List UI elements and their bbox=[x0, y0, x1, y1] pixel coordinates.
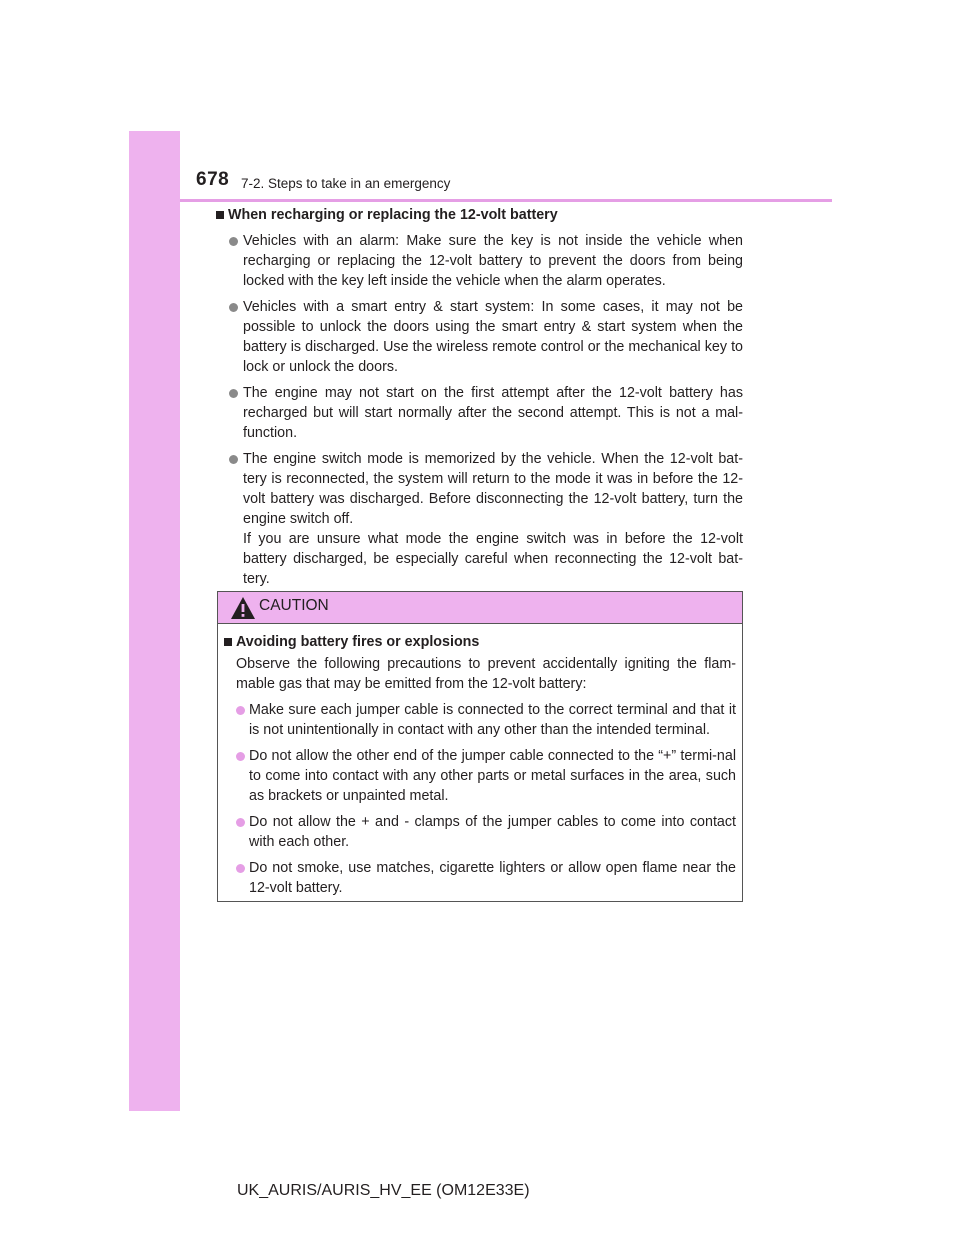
caution-intro: Observe the following precautions to prevent accidentally igniting the flam-mable gas that may be emitted from the 12-volt battery: bbox=[236, 656, 736, 692]
list-item-text: The engine switch mode is memorized by the vehicle. When the 12-volt bat-tery is reconnected, the system will return to the mode it was in before the 12-volt battery was discharged. Before disconnecting the 12-volt battery, turn the engine switch off. bbox=[243, 451, 743, 527]
square-bullet-icon bbox=[224, 638, 232, 646]
section-title: 7-2. Steps to take in an emergency bbox=[241, 176, 451, 191]
section-heading-text: When recharging or replacing the 12-volt battery bbox=[228, 207, 558, 223]
caution-body bbox=[218, 624, 742, 898]
list-item-note: If you are unsure what mode the engine switch was in before the 12-volt battery discharged, be especially careful when reconnecting the 12-volt bat-tery. bbox=[243, 531, 743, 587]
caution-label: CAUTION bbox=[259, 597, 329, 614]
bullet-dot-icon bbox=[229, 455, 238, 464]
bullet-dot-icon bbox=[236, 706, 245, 715]
bullet-list bbox=[216, 231, 743, 589]
warning-triangle-icon bbox=[230, 596, 256, 620]
list-item-text: Vehicles with an alarm: Make sure the key is not inside the vehicle when recharging or replacing the 12-volt battery to prevent the doors from being locked with the key left inside the vehicle when the alarm operates. bbox=[243, 233, 743, 289]
square-bullet-icon bbox=[216, 211, 224, 219]
footer-model-code: UK_AURIS/AURIS_HV_EE (OM12E33E) bbox=[237, 1182, 530, 1199]
caution-bullet-list bbox=[224, 700, 736, 898]
main-content bbox=[216, 205, 743, 595]
list-item bbox=[224, 858, 736, 898]
list-item bbox=[224, 746, 736, 806]
list-item bbox=[216, 231, 743, 291]
list-item bbox=[216, 297, 743, 377]
caution-box bbox=[217, 591, 743, 902]
bullet-dot-icon bbox=[229, 237, 238, 246]
bullet-dot-icon bbox=[236, 752, 245, 761]
list-item-text: Vehicles with a smart entry & start system: In some cases, it may not be possible to unlock the doors using the smart entry & start system when the battery is discharged. Use the wireless remote control or the mechanical key to lock or unlock the doors. bbox=[243, 299, 743, 375]
list-item bbox=[216, 449, 743, 589]
header-divider bbox=[180, 199, 832, 202]
list-item-text: Do not allow the + and - clamps of the jumper cables to come into contact with each other. bbox=[249, 814, 736, 850]
list-item-text: Do not smoke, use matches, cigarette lighters or allow open flame near the 12-volt battery. bbox=[249, 860, 736, 896]
bullet-dot-icon bbox=[229, 303, 238, 312]
caution-header bbox=[218, 592, 742, 624]
bullet-dot-icon bbox=[229, 389, 238, 398]
list-item-text: Do not allow the other end of the jumper cable connected to the “+” termi-nal to come into contact with any other parts or metal surfaces in the area, such as brackets or unpainted metal. bbox=[249, 748, 736, 804]
chapter-side-tab bbox=[129, 131, 180, 1111]
bullet-dot-icon bbox=[236, 864, 245, 873]
caution-heading bbox=[224, 632, 736, 652]
list-item bbox=[216, 383, 743, 443]
bullet-dot-icon bbox=[236, 818, 245, 827]
page-number: 678 bbox=[196, 169, 230, 190]
list-item bbox=[224, 700, 736, 740]
caution-heading-text: Avoiding battery fires or explosions bbox=[236, 634, 480, 650]
list-item-text: Make sure each jumper cable is connected to the correct terminal and that it is not unintentionally in contact with any other than the intended terminal. bbox=[249, 702, 736, 738]
section-heading bbox=[216, 205, 743, 225]
list-item bbox=[224, 812, 736, 852]
list-item-text: The engine may not start on the first attempt after the 12-volt battery has recharged but will start normally after the second attempt. This is not a mal-function. bbox=[243, 385, 743, 441]
